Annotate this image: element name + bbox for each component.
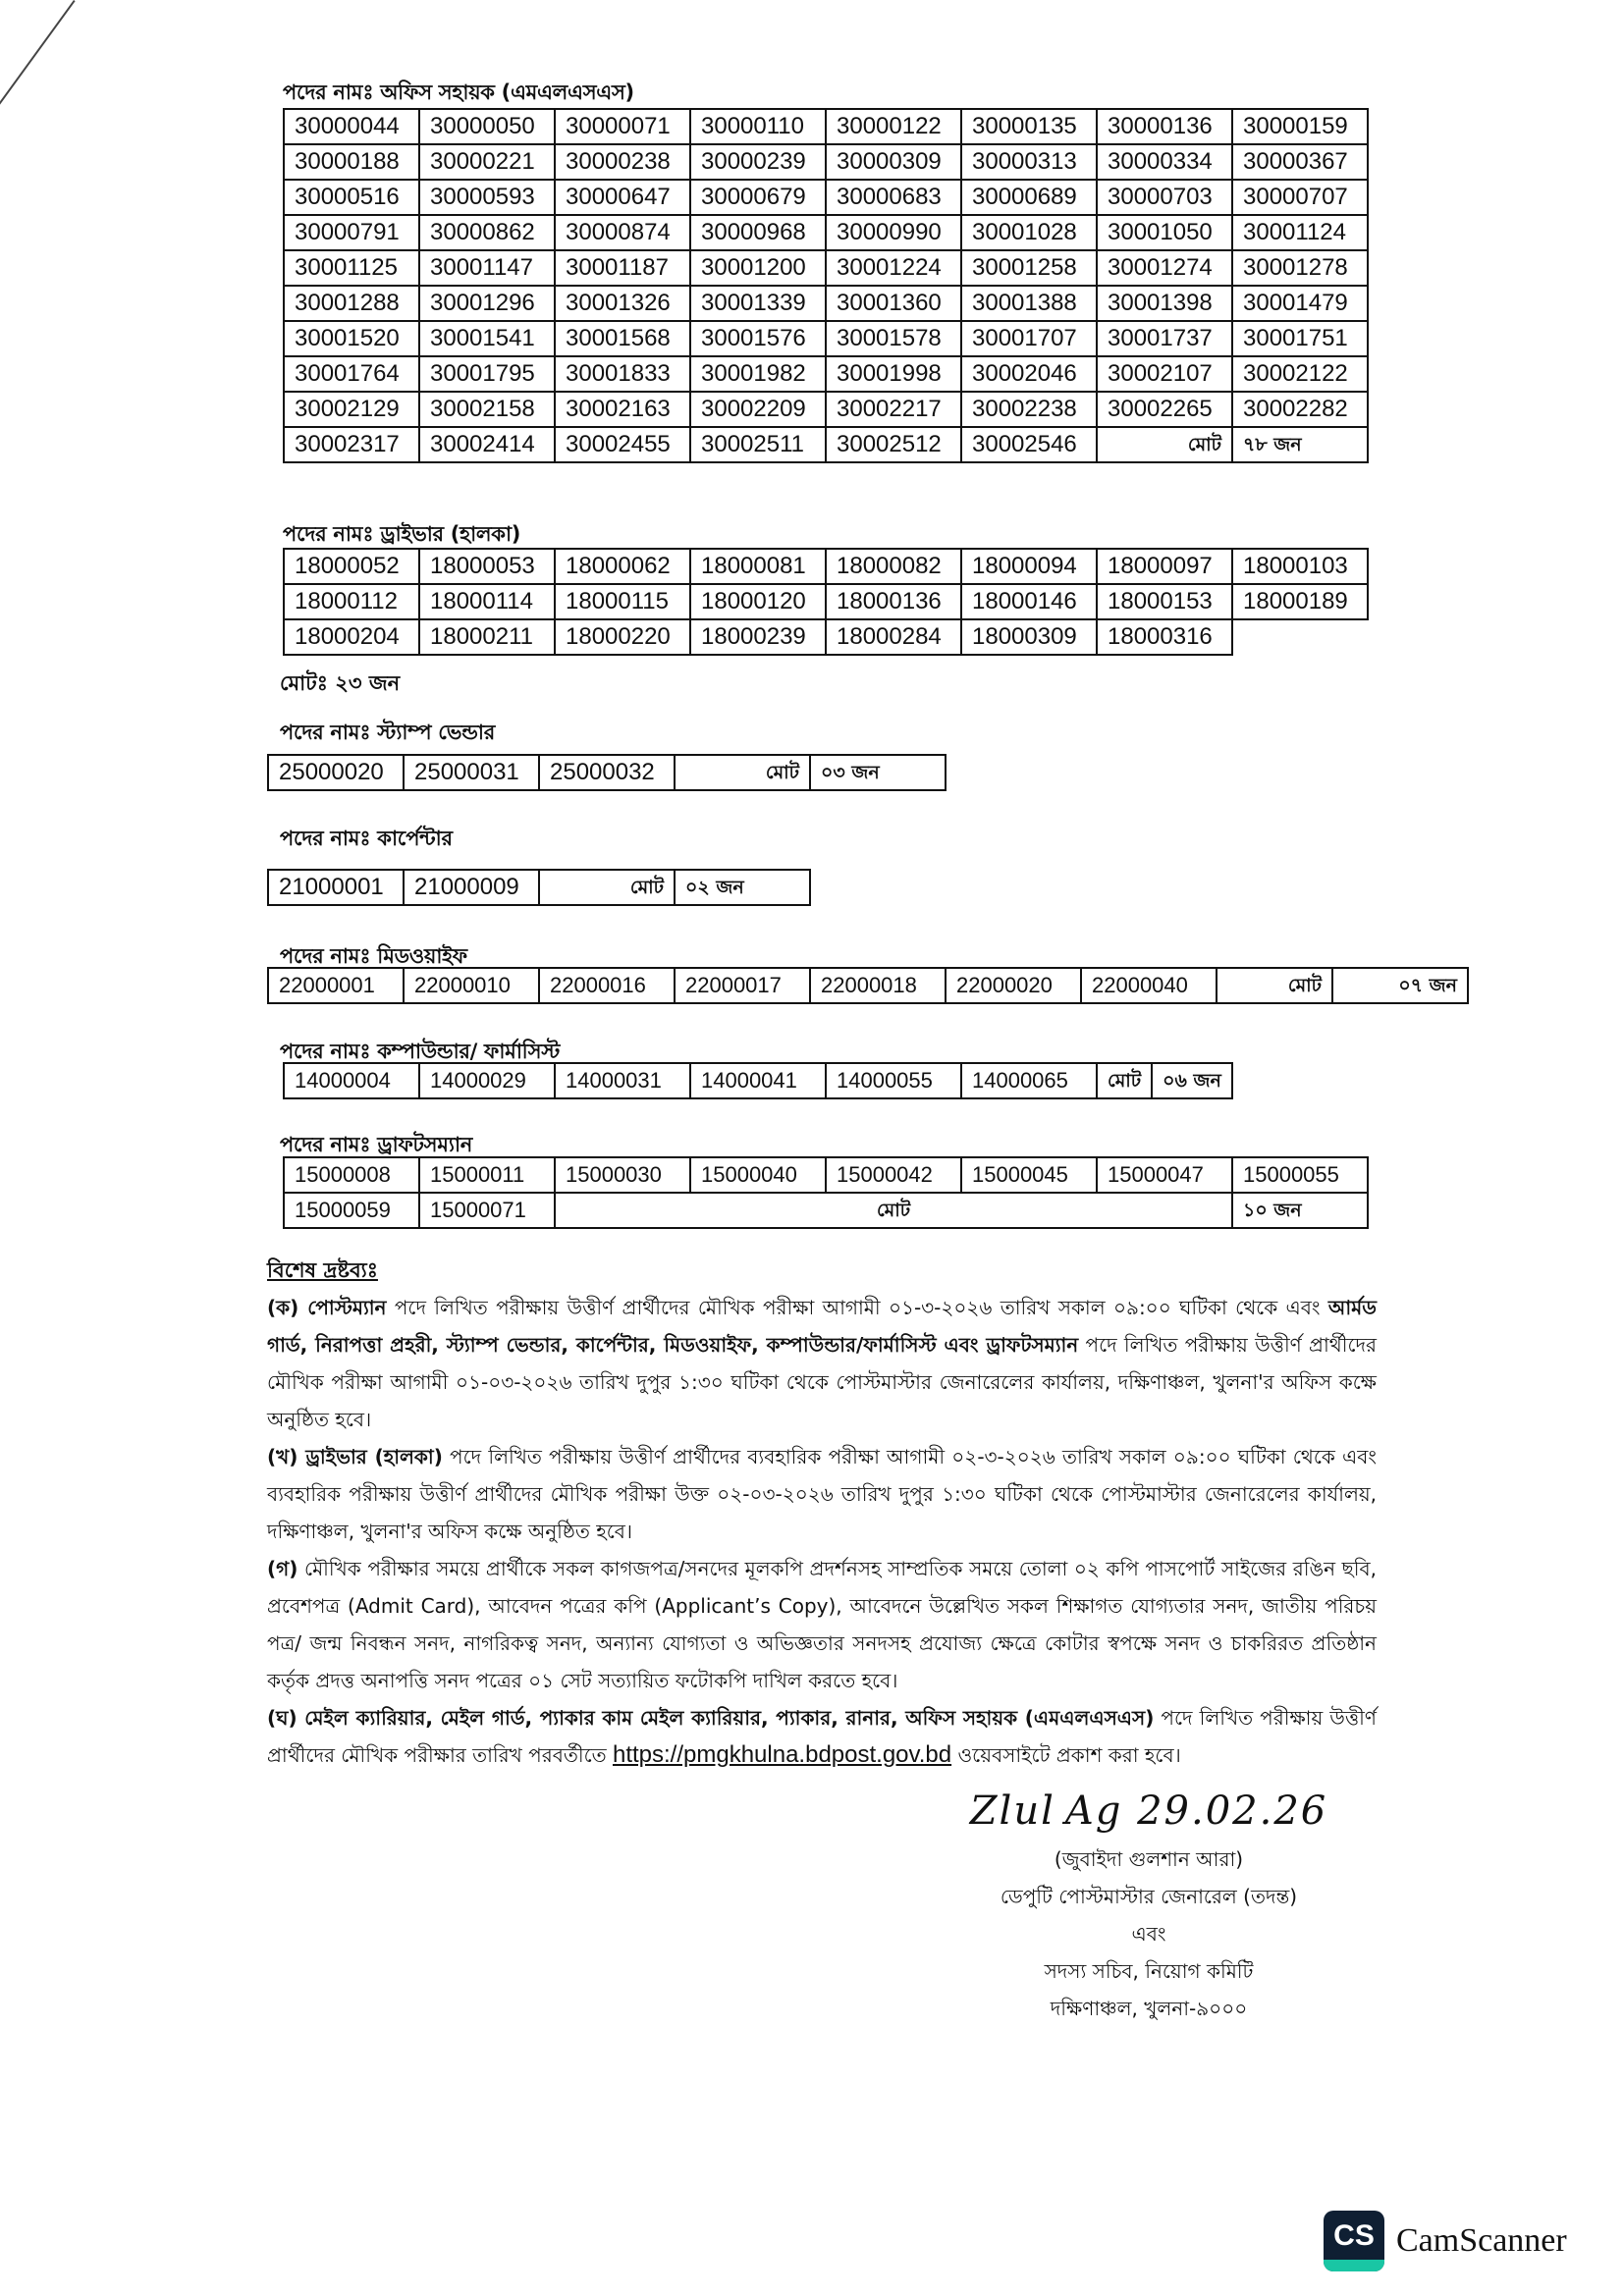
roll-number-cell: 22000016 (539, 968, 675, 1003)
total-label: মোট (1217, 968, 1332, 1003)
roll-number-cell: 30001520 (284, 321, 419, 356)
roll-number-cell: 14000041 (690, 1063, 826, 1098)
roll-number-cell: 14000029 (419, 1063, 555, 1098)
roll-number-cell: 30001050 (1097, 215, 1232, 250)
roll-number-cell: 15000040 (690, 1157, 826, 1193)
roll-number-cell: 18000309 (961, 619, 1097, 655)
roll-number-cell: 15000059 (284, 1193, 419, 1228)
roll-number-cell: 18000052 (284, 549, 419, 584)
roll-number-cell: 30000135 (961, 109, 1097, 144)
note-ka-text2: পদে লিখিত পরীক্ষায় উত্তীর্ণ প্রার্থীদের মৌখিক পরীক্ষা আগামী ০১-০৩-২০২৬ তারিখ দুপুর ১:৩০ ঘটিকা থেকে পোস্টমাস্টার জেনারেলের কার্যালয়, দক্ষিণাঞ্চল, খুলনা'র অফিস কক্ষে অনুষ্ঠিত হবে। (267, 1333, 1377, 1431)
total-value: ১০ জন (1232, 1193, 1368, 1228)
signatory-office: দক্ষিণাঞ্চল, খুলনা-৯০০০ (1050, 1997, 1248, 2020)
signatory-name: (জুবাইদা গুলশান আরা) (1054, 1847, 1244, 1871)
roll-number-cell: 30000309 (826, 144, 961, 180)
roll-number-cell: 18000316 (1097, 619, 1232, 655)
table-row (284, 1193, 1368, 1228)
roll-number-cell: 30002209 (690, 392, 826, 427)
roll-number-cell: 30000707 (1232, 180, 1368, 215)
table-row (284, 356, 1368, 392)
roll-number-cell: 30000703 (1097, 180, 1232, 215)
roll-number-cell: 18000239 (690, 619, 826, 655)
roll-number-cell: 30001125 (284, 250, 419, 286)
total-value: ০৬ জন (1152, 1063, 1232, 1098)
roll-number-cell: 30000239 (690, 144, 826, 180)
roll-number-cell: 30000862 (419, 215, 555, 250)
table-row (284, 180, 1368, 215)
roll-number-cell: 30001998 (826, 356, 961, 392)
table-row (284, 144, 1368, 180)
note-kha-text: পদে লিখিত পরীক্ষায় উত্তীর্ণ প্রার্থীদের ব্যবহারিক পরীক্ষা আগামী ০২-৩-২০২৬ তারিখ সকাল ০৯:০০ ঘটিকা থেকে এবং ব্যবহারিক পরীক্ষায় উত্তীর্ণ প্রার্থীদের মৌখিক পরীক্ষা উক্ত ০২-০৩-২০২৬ তারিখ দুপুর ১:৩০ ঘটিকা থেকে পোস্টমাস্টার জেনারেলের কার্যালয়, দক্ষিণাঞ্চল, খুলনা'র অফিস কক্ষে অনুষ্ঠিত হবে। (267, 1445, 1377, 1543)
roll-number-cell: 18000120 (690, 584, 826, 619)
roll-number-cell: 30001576 (690, 321, 826, 356)
roll-number-cell: 21000009 (404, 870, 539, 905)
section-title-driver: পদের নামঃ ড্রাইভার (হালকা) (283, 522, 521, 546)
roll-number-cell: 30001833 (555, 356, 690, 392)
fold-line (0, 0, 76, 303)
roll-number-cell: 22000018 (810, 968, 946, 1003)
table-row (284, 549, 1368, 584)
handwritten-signature: Zlul Ag 29.02.26 (969, 1789, 1328, 1834)
total-value: ০৭ জন (1332, 968, 1468, 1003)
table-row (284, 619, 1368, 655)
roll-number-cell: 30002512 (826, 427, 961, 462)
roll-number-cell: 30000221 (419, 144, 555, 180)
total-label: মোট (555, 1193, 1232, 1228)
note-ga-prefix: (গ) (267, 1557, 298, 1580)
signatory-conjunction: এবং (1131, 1922, 1166, 1946)
roll-number-cell: 30001326 (555, 286, 690, 321)
roll-number-cell: 30001737 (1097, 321, 1232, 356)
roll-number-cell: 30002129 (284, 392, 419, 427)
roll-number-cell: 30002158 (419, 392, 555, 427)
roll-table-carpenter (267, 869, 811, 906)
roll-number-cell: 30000968 (690, 215, 826, 250)
roll-table-driver (283, 548, 1369, 656)
roll-number-cell: 18000284 (826, 619, 961, 655)
roll-number-cell: 18000204 (284, 619, 419, 655)
roll-number-cell: 25000020 (268, 755, 404, 790)
section-title-carpenter: পদের নামঃ কার্পেন্টার (280, 827, 453, 850)
roll-number-cell: 22000001 (268, 968, 404, 1003)
roll-number-cell: 30000044 (284, 109, 419, 144)
note-ga (267, 1550, 1377, 1699)
roll-number-cell: 30000110 (690, 109, 826, 144)
roll-number-cell: 15000045 (961, 1157, 1097, 1193)
roll-number-cell: 30000050 (419, 109, 555, 144)
camscanner-logo-text: CS (1333, 2219, 1375, 2252)
roll-number-cell: 30001751 (1232, 321, 1368, 356)
roll-number-cell: 14000055 (826, 1063, 961, 1098)
roll-table-midwife (267, 967, 1469, 1004)
camscanner-logo-icon (1324, 2211, 1384, 2271)
roll-number-cell: 15000055 (1232, 1157, 1368, 1193)
roll-number-cell: 30000679 (690, 180, 826, 215)
special-notes (267, 1252, 1377, 1774)
note-ga-text: মৌখিক পরীক্ষার সময়ে প্রার্থীকে সকল কাগজপত্র/সনদের মূলকপি প্রদর্শনসহ সাম্প্রতিক সময়ে তোলা ০২ কপি পাসপোর্ট সাইজের রঙিন ছবি, প্রবেশপত্র (Admit Card), আবেদন পত্রের কপি (Applicant’s Copy), আবেদনে উল্লেখিত সকল শিক্ষাগত যোগ্যতার সনদ, জাতীয় পরিচয় পত্র/ জন্ম নিবন্ধন সনদ, নাগরিকত্ব সনদ, অন্যান্য যোগ্যতা ও অভিজ্ঞতার সনদসহ প্রযোজ্য ক্ষেত্রে কোটার স্বপক্ষে সনদ ও চাকরিরত প্রতিষ্ঠান কর্তৃক প্রদত্ত অনাপত্তি সনদ পত্রের ০১ সেট সত্যায়িত ফটোকপি দাখিল করতে হবে। (267, 1557, 1377, 1692)
roll-number-cell: 30001568 (555, 321, 690, 356)
total-label: মোট (1097, 427, 1232, 462)
roll-number-cell: 18000114 (419, 584, 555, 619)
roll-number-cell: 18000103 (1232, 549, 1368, 584)
note-gha (267, 1699, 1377, 1774)
section-title-office-assistant: পদের নামঃ অফিস সহায়ক (এমএলএসএস) (283, 80, 634, 104)
roll-number-cell: 14000031 (555, 1063, 690, 1098)
roll-number-cell: 30002217 (826, 392, 961, 427)
roll-number-cell: 30000689 (961, 180, 1097, 215)
roll-table-compounder (283, 1062, 1233, 1099)
roll-number-cell: 15000047 (1097, 1157, 1232, 1193)
roll-number-cell: 30000593 (419, 180, 555, 215)
roll-number-cell: 30002511 (690, 427, 826, 462)
section-title-midwife: পদের নামঃ মিডওয়াইফ (280, 944, 467, 968)
roll-number-cell: 30002122 (1232, 356, 1368, 392)
note-ka-prefix: (ক) পোস্টম্যান (267, 1296, 387, 1319)
table-row (268, 968, 1468, 1003)
roll-number-cell: 18000112 (284, 584, 419, 619)
total-value: ৭৮ জন (1232, 427, 1368, 462)
note-ka-bold: আর্মড গার্ড, নিরাপত্তা প্রহরী, স্ট্যাম্প ভেন্ডার, কার্পেন্টার, মিডওয়াইফ, কম্পাউন্ডার/ফার্মাসিস্ট এবং ড্রাফটসম্যান (267, 1296, 1377, 1357)
roll-number-cell: 30001795 (419, 356, 555, 392)
roll-number-cell: 30000238 (555, 144, 690, 180)
table-row (284, 215, 1368, 250)
roll-number-cell: 30002317 (284, 427, 419, 462)
roll-number-cell: 30001764 (284, 356, 419, 392)
note-gha-text2: ওয়েবসাইটে প্রকাশ করা হবে। (951, 1743, 1181, 1767)
notes-title: বিশেষ দ্রষ্টব্যঃ (267, 1258, 378, 1282)
roll-number-cell: 30002238 (961, 392, 1097, 427)
driver-total: মোটঃ ২৩ জন (280, 671, 401, 695)
note-gha-bold: (ঘ) মেইল ক্যারিয়ার, মেইল গার্ড, প্যাকার কাম মেইল ক্যারিয়ার, প্যাকার, রানার, অফিস সহায়ক (এমএলএসএস) (267, 1706, 1155, 1730)
total-label: মোট (675, 755, 810, 790)
section-title-draftsman: পদের নামঃ ড্রাফটসম্যান (280, 1133, 473, 1156)
roll-number-cell: 15000011 (419, 1157, 555, 1193)
roll-number-cell: 15000030 (555, 1157, 690, 1193)
roll-number-cell: 18000153 (1097, 584, 1232, 619)
roll-number-cell: 30002046 (961, 356, 1097, 392)
signatory-role: সদস্য সচিব, নিয়োগ কমিটি (1044, 1959, 1254, 1983)
roll-number-cell: 30001258 (961, 250, 1097, 286)
roll-number-cell: 22000020 (946, 968, 1081, 1003)
roll-number-cell: 30001982 (690, 356, 826, 392)
table-row (284, 427, 1368, 462)
roll-number-cell: 30002546 (961, 427, 1097, 462)
table-row (284, 109, 1368, 144)
roll-number-cell: 21000001 (268, 870, 404, 905)
roll-number-cell: 15000071 (419, 1193, 555, 1228)
roll-number-cell: 30001479 (1232, 286, 1368, 321)
roll-number-cell: 18000053 (419, 549, 555, 584)
roll-number-cell: 30000683 (826, 180, 961, 215)
roll-number-cell: 30000071 (555, 109, 690, 144)
roll-number-cell: 30001541 (419, 321, 555, 356)
roll-number-cell: 14000065 (961, 1063, 1097, 1098)
roll-number-cell: 30001578 (826, 321, 961, 356)
roll-number-cell: 18000146 (961, 584, 1097, 619)
roll-number-cell: 30001707 (961, 321, 1097, 356)
roll-number-cell: 30001278 (1232, 250, 1368, 286)
roll-number-cell: 22000017 (675, 968, 810, 1003)
note-ka-text1: পদে লিখিত পরীক্ষায় উত্তীর্ণ প্রার্থীদের মৌখিক পরীক্ষা আগামী ০১-৩-২০২৬ তারিখ সকাল ০৯:০০ ঘটিকা থেকে এবং (386, 1296, 1328, 1319)
roll-number-cell: 18000082 (826, 549, 961, 584)
roll-number-cell: 18000220 (555, 619, 690, 655)
note-gha-text1: পদে লিখিত পরীক্ষায় উত্তীর্ণ প্রার্থীদের মৌখিক পরীক্ষার তারিখ পরবর্তীতে (267, 1706, 1377, 1767)
roll-table-stamp-vendor (267, 754, 947, 791)
roll-number-cell: 30001028 (961, 215, 1097, 250)
roll-number-cell: 25000031 (404, 755, 539, 790)
signatory-designation: ডেপুটি পোস্টমাস্টার জেনারেল (তদন্ত) (1000, 1885, 1298, 1908)
roll-number-cell: 30001187 (555, 250, 690, 286)
roll-number-cell: 30000791 (284, 215, 419, 250)
roll-number-cell: 30000516 (284, 180, 419, 215)
roll-number-cell: 30001339 (690, 286, 826, 321)
roll-number-cell: 30000188 (284, 144, 419, 180)
section-title-stamp-vendor: পদের নামঃ স্ট্যাম্প ভেন্ডার (280, 721, 495, 744)
table-row (284, 1157, 1368, 1193)
roll-number-cell: 18000115 (555, 584, 690, 619)
table-row (284, 321, 1368, 356)
roll-number-cell: 22000010 (404, 968, 539, 1003)
table-row (268, 870, 810, 905)
roll-number-cell: 30000367 (1232, 144, 1368, 180)
roll-number-cell: 15000008 (284, 1157, 419, 1193)
roll-number-cell: 30001274 (1097, 250, 1232, 286)
roll-number-cell: 30001124 (1232, 215, 1368, 250)
note-ka (267, 1289, 1377, 1438)
roll-number-cell: 30001398 (1097, 286, 1232, 321)
table-row (284, 286, 1368, 321)
roll-number-cell: 30000313 (961, 144, 1097, 180)
roll-number-cell: 30001360 (826, 286, 961, 321)
roll-number-cell: 30002455 (555, 427, 690, 462)
roll-number-cell: 18000062 (555, 549, 690, 584)
roll-number-cell: 30001388 (961, 286, 1097, 321)
table-row (284, 250, 1368, 286)
table-row (284, 392, 1368, 427)
roll-number-cell: 30000122 (826, 109, 961, 144)
roll-number-cell: 30001224 (826, 250, 961, 286)
signature-block (943, 1782, 1355, 2027)
roll-number-cell: 25000032 (539, 755, 675, 790)
roll-number-cell: 30002265 (1097, 392, 1232, 427)
roll-number-cell: 30000334 (1097, 144, 1232, 180)
section-title-compounder: পদের নামঃ কম্পাউন্ডার/ ফার্মাসিস্ট (280, 1040, 560, 1063)
roll-number-cell: 18000189 (1232, 584, 1368, 619)
roll-number-cell: 14000004 (284, 1063, 419, 1098)
roll-number-cell: 22000040 (1081, 968, 1217, 1003)
website-link[interactable]: https://pmgkhulna.bdpost.gov.bd (612, 1741, 952, 1768)
roll-number-cell: 30000159 (1232, 109, 1368, 144)
roll-number-cell: 30001147 (419, 250, 555, 286)
camscanner-brand: CamScanner (1396, 2222, 1567, 2259)
total-value: ০৩ জন (810, 755, 946, 790)
roll-number-cell: 15000042 (826, 1157, 961, 1193)
total-label: মোট (1097, 1063, 1152, 1098)
roll-number-cell: 18000081 (690, 549, 826, 584)
note-kha (267, 1438, 1377, 1550)
roll-number-cell: 30001288 (284, 286, 419, 321)
roll-number-cell: 30002414 (419, 427, 555, 462)
roll-table-office-assistant (283, 108, 1369, 463)
roll-number-cell: 30002107 (1097, 356, 1232, 392)
total-value: ০২ জন (675, 870, 810, 905)
table-row (284, 584, 1368, 619)
roll-number-cell: 30000647 (555, 180, 690, 215)
camscanner-watermark (1324, 2211, 1567, 2271)
total-label: মোট (539, 870, 675, 905)
roll-number-cell: 30000136 (1097, 109, 1232, 144)
roll-table-draftsman (283, 1156, 1369, 1229)
roll-number-cell: 30002282 (1232, 392, 1368, 427)
roll-number-cell: 18000094 (961, 549, 1097, 584)
roll-number-cell: 30000874 (555, 215, 690, 250)
note-kha-prefix: (খ) ড্রাইভার (হালকা) (267, 1445, 443, 1468)
table-row (268, 755, 946, 790)
roll-number-cell: 30001200 (690, 250, 826, 286)
roll-number-cell: 30001296 (419, 286, 555, 321)
roll-number-cell: 18000136 (826, 584, 961, 619)
roll-number-cell: 30002163 (555, 392, 690, 427)
roll-number-cell: 30000990 (826, 215, 961, 250)
roll-number-cell: 18000097 (1097, 549, 1232, 584)
table-row (284, 1063, 1232, 1098)
roll-number-cell: 18000211 (419, 619, 555, 655)
